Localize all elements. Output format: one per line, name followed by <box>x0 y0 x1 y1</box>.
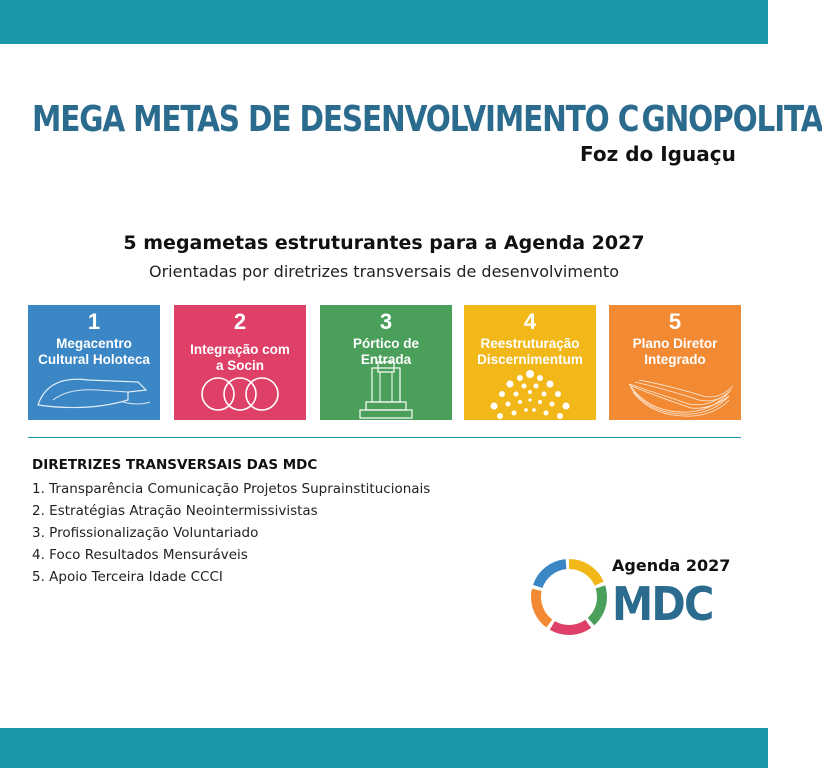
list-item: 2. Estratégias Atração Neointermissivistas <box>32 503 318 519</box>
goal-number: 5 <box>668 309 682 334</box>
goal-number: 2 <box>233 309 247 334</box>
goal-label-line1: Integração com <box>190 342 290 357</box>
goal-card-2 <box>174 305 306 420</box>
list-item: 1. Transparência Comunicação Projetos Suprainstitucionais <box>32 481 431 497</box>
bottom-band <box>0 728 768 768</box>
directives-list <box>32 478 430 588</box>
section-divider <box>28 437 741 438</box>
goal-label-line1: Reestruturação <box>480 336 580 351</box>
portico-tower-icon <box>320 360 452 420</box>
intro-headline: 5 megametas estruturantes para a Agenda 2027 <box>123 232 645 254</box>
goal-label-line2: Cultural Holoteca <box>38 352 150 367</box>
holoteca-building-icon <box>28 360 160 420</box>
goal-label-line2: a Socin <box>215 358 264 373</box>
goal-card-5 <box>609 305 741 420</box>
agenda-year-label: Agenda 2027 <box>612 556 731 575</box>
dots-fountain-icon <box>464 366 596 420</box>
top-band <box>0 0 768 44</box>
title-text-start: MEGA METAS DE DESENVOLVIMENTO C <box>32 98 639 140</box>
agenda-acronym: MDC <box>612 577 713 631</box>
list-item: 3. Profissionalização Voluntariado <box>32 525 259 541</box>
curved-lines-icon <box>609 364 741 420</box>
goal-card-3 <box>320 305 452 420</box>
three-rings-icon <box>174 372 306 420</box>
goal-label-line1: Pórtico de <box>352 336 419 351</box>
goal-number: 4 <box>523 309 537 334</box>
page-title <box>32 94 822 144</box>
list-item: 4. Foco Resultados Mensuráveis <box>32 547 248 563</box>
goal-label-line2: Discernimentum <box>477 352 583 367</box>
goal-label-line1: Megacentro <box>56 336 132 351</box>
goal-label-line2: Integrado <box>644 352 706 367</box>
city-name: Foz do Iguaçu <box>580 142 736 166</box>
goal-card-1 <box>28 305 160 420</box>
goal-number: 1 <box>87 309 101 334</box>
intro-subline: Orientadas por diretrizes transversais de desenvolvimento <box>149 262 619 281</box>
title-text-end: GNOPOLITA <box>641 98 822 140</box>
agenda-ring-icon <box>528 556 610 638</box>
list-item: 5. Apoio Terceira Idade CCCI <box>32 569 223 585</box>
directives-title: DIRETRIZES TRANSVERSAIS DAS MDC <box>32 457 318 473</box>
goal-card-4 <box>464 305 596 420</box>
goal-label-line2: Entrada <box>360 352 412 367</box>
goal-number: 3 <box>379 309 393 334</box>
goal-label-line1: Plano Diretor <box>632 336 718 351</box>
